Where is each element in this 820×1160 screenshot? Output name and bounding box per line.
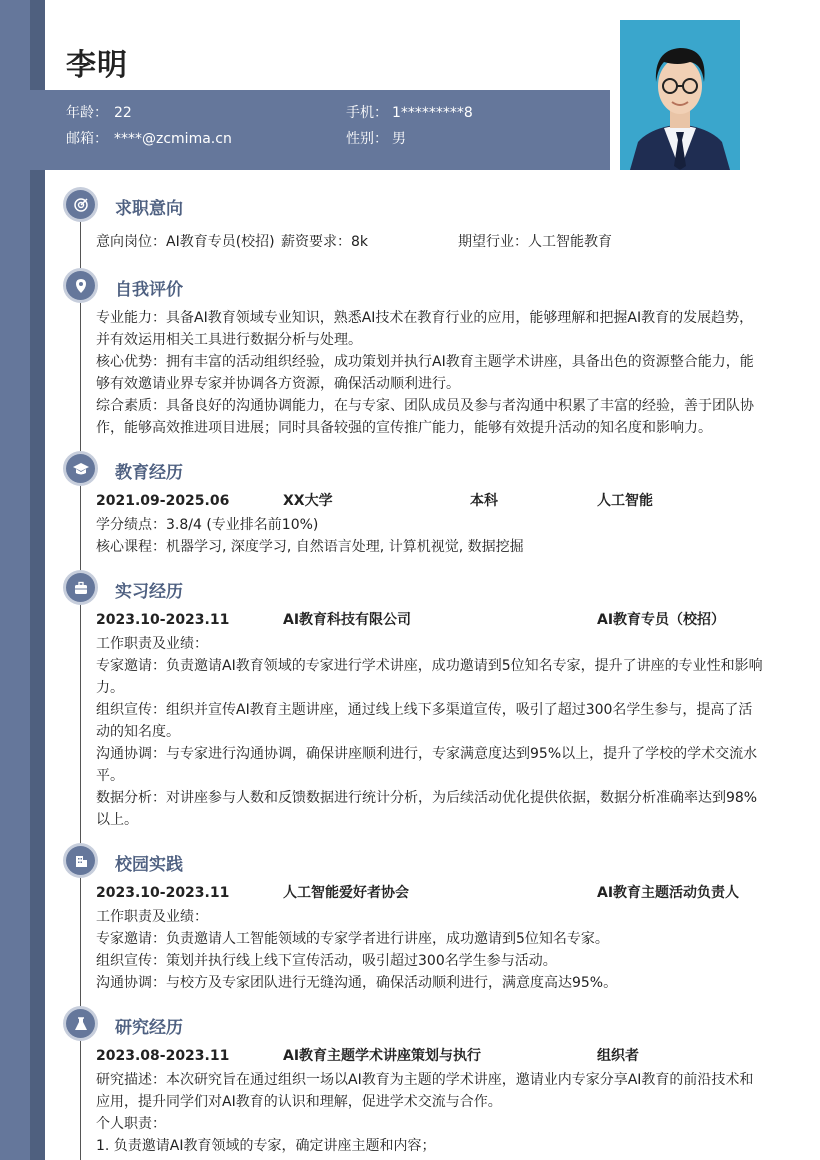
campus-org: 人工智能爱好者协会 — [283, 885, 409, 901]
research-date: 2023.08-2023.11 — [96, 1048, 230, 1064]
gender-label: 性别： — [346, 131, 388, 147]
campus-line-1: 工作职责及业绩： — [96, 909, 208, 925]
candidate-name: 李明 — [66, 48, 128, 83]
section-title-intent: 求职意向 — [115, 199, 183, 219]
section-title-self-eval: 自我评价 — [115, 280, 183, 300]
internship-line-1: 工作职责及业绩： — [96, 636, 208, 652]
section-title-internship: 实习经历 — [115, 582, 183, 602]
left-decor-stripe — [0, 0, 30, 1160]
left-decor-stripe-inner — [30, 0, 45, 1160]
building-icon — [66, 846, 95, 875]
briefcase-icon — [66, 573, 95, 602]
target-icon — [66, 190, 95, 219]
internship-date: 2023.10-2023.11 — [96, 612, 230, 628]
research-description: 研究描述：本次研究旨在通过组织一场以AI教育为主题的学术讲座，邀请业内专家分享AI教育的前沿技术和应用，提升同学们对AI教育的认识和理解，促进学术交流与合作。 — [96, 1072, 754, 1110]
phone-label: 手机： — [346, 105, 388, 121]
self-evaluation-icon — [66, 271, 95, 300]
internship-line-2: 专家邀请：负责邀请AI教育领域的专家进行学术讲座，成功邀请到5位知名专家，提升了讲座的专业性和影响力。 — [96, 658, 763, 696]
intent-position: 意向岗位：AI教育专员(校招) — [96, 234, 275, 250]
age-field — [66, 102, 132, 122]
education-gpa: 学分绩点：3.8/4 (专业排名前10%) — [96, 517, 319, 533]
campus-line-3: 组织宣传：策划并执行线上线下宣传活动，吸引超过300名学生参与活动。 — [96, 953, 557, 969]
intent-salary: 薪资要求：8k — [281, 234, 369, 250]
campus-date: 2023.10-2023.11 — [96, 885, 230, 901]
email-label: 邮箱： — [66, 131, 108, 147]
research-duty-label: 个人职责： — [96, 1116, 166, 1132]
campus-line-2: 专家邀请：负责邀请人工智能领域的专家学者进行讲座，成功邀请到5位知名专家。 — [96, 931, 609, 947]
education-degree: 本科 — [470, 493, 498, 509]
email-value: ****@zcmima.cn — [114, 131, 232, 147]
internship-line-4: 沟通协调：与专家进行沟通协调，确保讲座顺利进行，专家满意度达到95%以上，提升了学校的学术交流水平。 — [96, 746, 758, 784]
graduation-cap-icon — [66, 454, 95, 483]
profile-photo — [620, 20, 740, 170]
internship-line-3: 组织宣传：组织并宣传AI教育主题讲座，通过线上线下多渠道宣传，吸引了超过300名学生参与，提高了活动的知名度。 — [96, 702, 753, 740]
education-school: XX大学 — [283, 493, 333, 509]
campus-line-4: 沟通协调：与校方及专家团队进行无缝沟通，确保活动顺利进行，满意度高达95%。 — [96, 975, 618, 991]
research-duty-1: 1. 负责邀请AI教育领域的专家，确定讲座主题和内容； — [96, 1138, 436, 1154]
education-major: 人工智能 — [597, 493, 653, 509]
age-value: 22 — [114, 105, 132, 121]
section-title-research: 研究经历 — [115, 1018, 183, 1038]
header-top — [45, 0, 610, 90]
phone-value: 1*********8 — [392, 105, 473, 121]
gender-value: 男 — [392, 131, 406, 147]
campus-role: AI教育主题活动负责人 — [597, 885, 740, 901]
research-project: AI教育主题学术讲座策划与执行 — [283, 1048, 482, 1064]
phone-field — [346, 102, 473, 122]
self-eval-p3: 综合素质：具备良好的沟通协调能力，在与专家、团队成员及参与者沟通中积累了丰富的经验，善于团队协作，能够高效推进项目进展；同时具备较强的宣传推广能力，能够有效提升活动的知名度和影响力。 — [96, 398, 754, 436]
email-field — [66, 128, 232, 148]
flask-icon — [66, 1009, 95, 1038]
section-title-campus: 校园实践 — [115, 855, 183, 875]
internship-role: AI教育专员（校招） — [597, 612, 726, 628]
intent-industry: 期望行业：人工智能教育 — [458, 234, 612, 250]
research-role: 组织者 — [597, 1048, 639, 1064]
self-eval-p1: 专业能力：具备AI教育领域专业知识，熟悉AI技术在教育行业的应用，能够理解和把握AI教育的发展趋势，并有效运用相关工具进行数据分析与处理。 — [96, 310, 754, 348]
internship-line-5: 数据分析：对讲座参与人数和反馈数据进行统计分析，为后续活动优化提供依据，数据分析准确率达到98%以上。 — [96, 790, 758, 828]
self-eval-p2: 核心优势：拥有丰富的活动组织经验，成功策划并执行AI教育主题学术讲座，具备出色的资源整合能力，能够有效邀请业界专家并协调各方资源，确保活动顺利进行。 — [96, 354, 754, 392]
education-courses: 核心课程：机器学习, 深度学习, 自然语言处理, 计算机视觉, 数据挖掘 — [96, 539, 524, 555]
age-label: 年龄： — [66, 105, 108, 121]
internship-company: AI教育科技有限公司 — [283, 612, 412, 628]
section-title-education: 教育经历 — [115, 463, 183, 483]
education-date: 2021.09-2025.06 — [96, 493, 230, 509]
gender-field — [346, 128, 406, 148]
